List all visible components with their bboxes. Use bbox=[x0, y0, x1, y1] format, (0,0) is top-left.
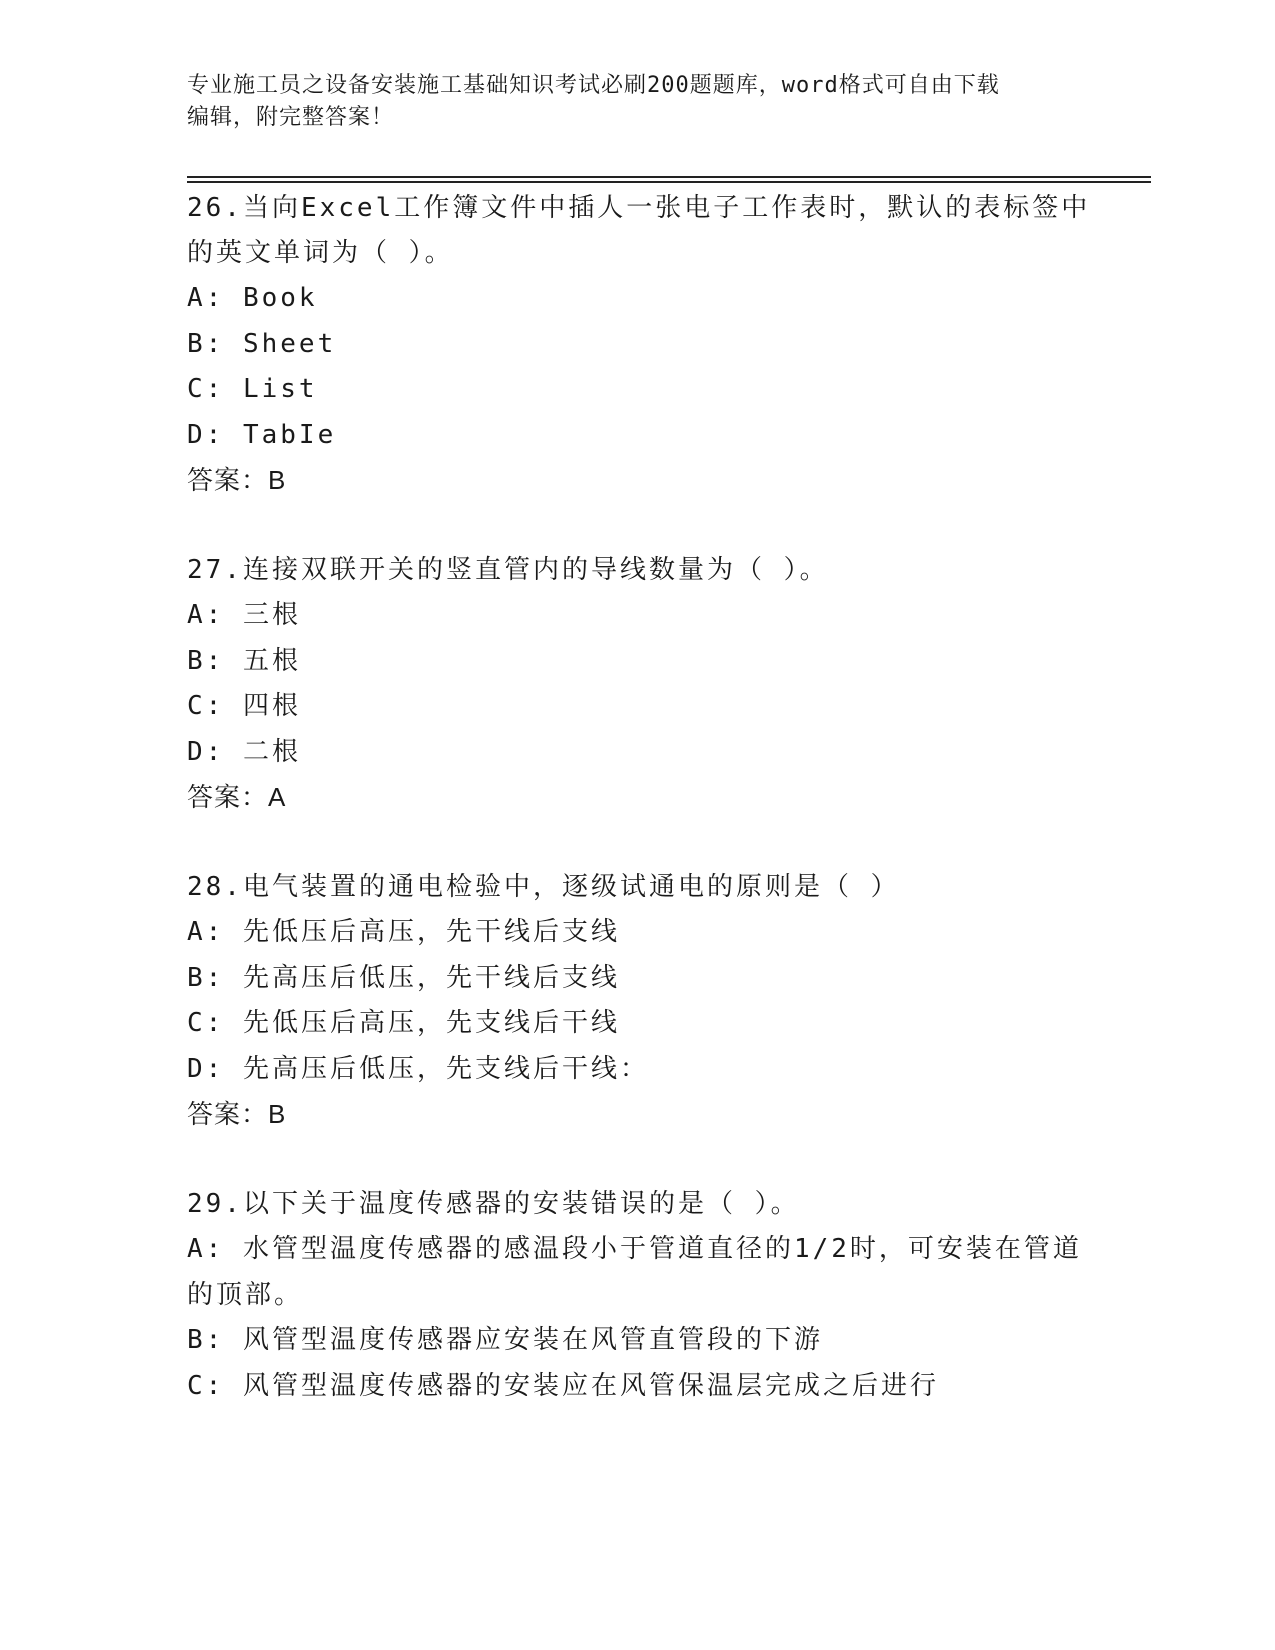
question-text-line: 27.连接双联开关的竖直管内的导线数量为（ ）。 bbox=[187, 555, 829, 585]
answer-line: 答案：B bbox=[187, 465, 287, 495]
question-27 bbox=[187, 548, 1087, 820]
option-c: C: 风管型温度传感器的安装应在风管保温层完成之后进行 bbox=[187, 1370, 939, 1401]
question-text-line: 26.当向Excel工作簿文件中插人一张电子工作表时，默认的表标签中 bbox=[187, 193, 1091, 223]
header-divider-bottom bbox=[187, 181, 1151, 183]
question-26 bbox=[187, 186, 1091, 503]
answer-line: 答案：B bbox=[187, 1099, 287, 1129]
question-spacer bbox=[187, 1137, 1087, 1182]
option-a: A: 先低压后高压，先干线后支线 bbox=[187, 917, 620, 947]
header-divider-top bbox=[187, 176, 1151, 178]
question-text-line: 的英文单词为（ ）。 bbox=[187, 238, 454, 268]
option-a: A: 水管型温度传感器的感温段小于管道直径的1/2时，可安装在管道 bbox=[187, 1234, 1082, 1264]
option-b: B: 五根 bbox=[187, 645, 301, 676]
question-spacer bbox=[187, 503, 1087, 548]
option-c: C: 四根 bbox=[187, 691, 301, 721]
question-29 bbox=[187, 1182, 1087, 1409]
question-list bbox=[187, 186, 1091, 1409]
option-d: D: TabIe bbox=[187, 419, 337, 450]
option-b: B: Sheet bbox=[187, 328, 337, 359]
option-c: C: 先低压后高压，先支线后干线 bbox=[187, 1008, 620, 1038]
option-c: C: List bbox=[187, 374, 318, 404]
option-a: A: 三根 bbox=[187, 600, 301, 630]
header-line-1: 专业施工员之设备安装施工基础知识考试必刷200题题库，word格式可自由下载 bbox=[187, 73, 1000, 98]
question-text-line: 29.以下关于温度传感器的安装错误的是（ ）。 bbox=[187, 1189, 800, 1219]
header-line-2: 编辑，附完整答案！ bbox=[187, 105, 395, 130]
question-spacer bbox=[187, 820, 1087, 865]
option-d: D: 先高压后低压，先支线后干线： bbox=[187, 1053, 649, 1084]
option-d: D: 二根 bbox=[187, 736, 301, 767]
question-text-line: 28.电气装置的通电检验中，逐级试通电的原则是（ ） bbox=[187, 872, 900, 902]
document-header bbox=[187, 70, 1087, 134]
option-b: B: 先高压后低压，先干线后支线 bbox=[187, 962, 620, 993]
option-a: A: Book bbox=[187, 283, 318, 313]
option-a-continuation: 的顶部。 bbox=[187, 1279, 304, 1310]
option-b: B: 风管型温度传感器应安装在风管直管段的下游 bbox=[187, 1325, 823, 1355]
question-28 bbox=[187, 865, 1087, 1137]
answer-line: 答案：A bbox=[187, 782, 287, 812]
